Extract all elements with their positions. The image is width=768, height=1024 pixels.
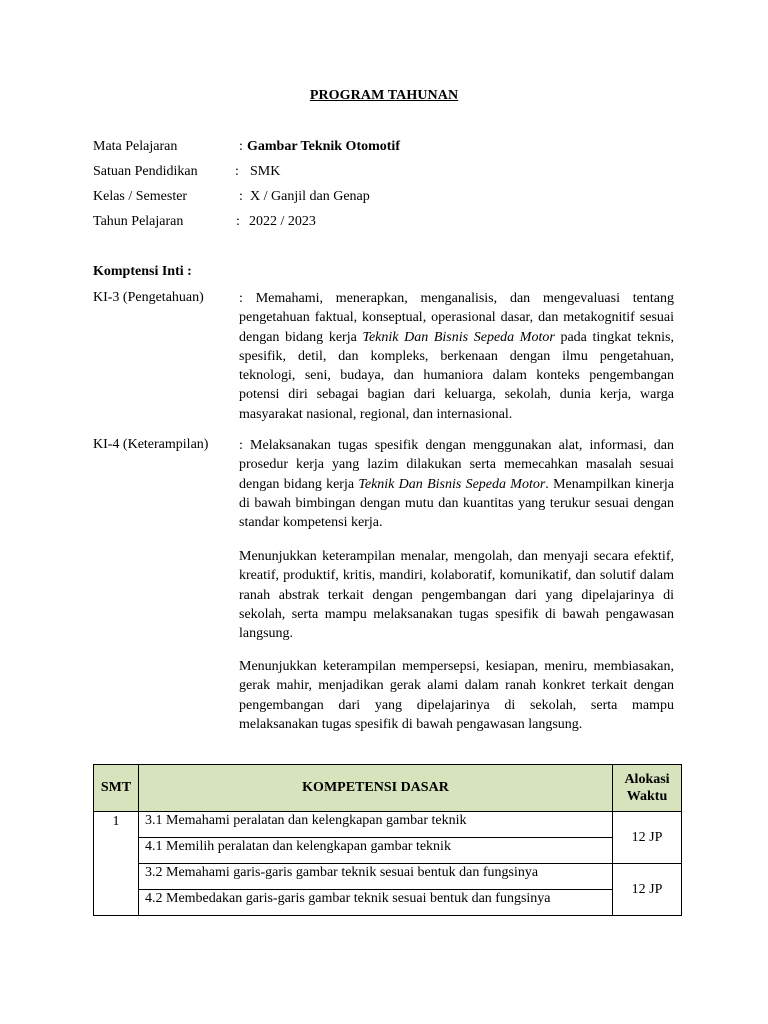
info-value: Gambar Teknik Otomotif xyxy=(247,139,400,154)
info-colon: : xyxy=(239,139,243,154)
ki4-text-end: . Menampilkan kinerja di bawah bimbingan dengan mutu dan kuantitas yang terukur sesuai dengan standar kompetensi kerja. xyxy=(239,476,674,531)
header-allocation-line2: Waktu xyxy=(626,789,668,804)
table-row xyxy=(94,864,682,890)
kd-cell: 4.1 Memilih peralatan dan kelengkapan gambar teknik xyxy=(139,838,613,864)
info-value: SMK xyxy=(250,164,281,179)
table-header-row xyxy=(94,765,682,812)
table-row xyxy=(94,890,682,916)
document-title: PROGRAM TAHUNAN xyxy=(309,88,459,103)
time-cell: 12 JP xyxy=(613,864,682,916)
header-allocation-line1: Alokasi xyxy=(624,772,670,787)
info-label: Kelas / Semester xyxy=(93,189,188,204)
table-row xyxy=(94,838,682,864)
kd-cell: 4.2 Membedakan garis-garis gambar teknik sesuai bentuk dan fungsinya xyxy=(139,890,613,916)
info-value: 2022 / 2023 xyxy=(249,214,316,229)
section-heading: Komptensi Inti : xyxy=(93,264,192,279)
info-colon: : xyxy=(236,214,240,229)
info-label: Satuan Pendidikan xyxy=(93,164,198,179)
header-smt: SMT xyxy=(94,765,139,812)
ki4-paragraph-2: Menunjukkan keterampilan menalar, mengolah, dan menyaji secara efektif, kreatif, produktif, kritis, mandiri, kolaboratif, komunikatif, dan solutif dalam ranah abstrak terkait dengan pengembangan dari yang dipelajarinya di sekolah, serta mampu melaksanakan tugas spesifik di bawah pengawasan langsung. xyxy=(239,549,674,642)
ki3-field-name: Teknik Dan Bisnis Sepeda Motor xyxy=(362,329,555,345)
info-label: Mata Pelajaran xyxy=(93,139,178,154)
ki4-label: KI-4 (Keterampilan) xyxy=(93,437,209,452)
kd-cell: 3.2 Memahami garis-garis gambar teknik sesuai bentuk dan fungsinya xyxy=(139,864,613,890)
ki4-text-start: : Melaksanakan tugas spesifik dengan menggunakan alat, informasi, dan prosedur kerja yang lazim dilakukan serta memecahkan masalah sesuai dengan bidang kerja xyxy=(239,438,674,492)
ki4-field-name: Teknik Dan Bisnis Sepeda Motor xyxy=(358,476,546,492)
info-colon: : xyxy=(239,189,243,204)
info-value: X / Ganjil dan Genap xyxy=(250,189,370,204)
info-colon: : xyxy=(235,164,239,179)
info-label: Tahun Pelajaran xyxy=(93,214,184,229)
smt-cell: 1 xyxy=(94,812,139,916)
time-cell: 12 JP xyxy=(613,812,682,864)
ki3-text-start: : Memahami, menerapkan, menganalisis, dan mengevaluasi tentang pengetahuan faktual, konseptual, operasional dasar, dan metakognitif sesuai dengan bidang kerja xyxy=(239,291,674,345)
table-row xyxy=(94,812,682,838)
ki3-label: KI-3 (Pengetahuan) xyxy=(93,290,204,305)
ki4-text xyxy=(239,436,674,532)
ki3-text xyxy=(239,289,674,424)
kd-cell: 3.1 Memahami peralatan dan kelengkapan gambar teknik xyxy=(139,812,613,838)
competency-table xyxy=(93,764,682,916)
ki3-text-end: pada tingkat teknis, spesifik, detil, dan kompleks, berkenaan dengan ilmu pengetahuan, teknologi, seni, budaya, dan humaniora dalam konteks pengembangan potensi diri sebagai bagian dari keluarga, sekolah, dunia kerja, warga masyarakat nasional, regional, dan internasional. xyxy=(239,329,674,422)
header-allocation xyxy=(613,765,682,812)
header-kd: KOMPETENSI DASAR xyxy=(139,765,613,812)
ki4-paragraph-3: Menunjukkan keterampilan mempersepsi, kesiapan, meniru, membiasakan, gerak mahir, menjadikan gerak alami dalam ranah konkret terkait dengan pengembangan dari yang dipelajarinya di sekolah, serta mampu melaksanakan tugas spesifik di bawah pengawasan langsung. xyxy=(239,659,674,732)
